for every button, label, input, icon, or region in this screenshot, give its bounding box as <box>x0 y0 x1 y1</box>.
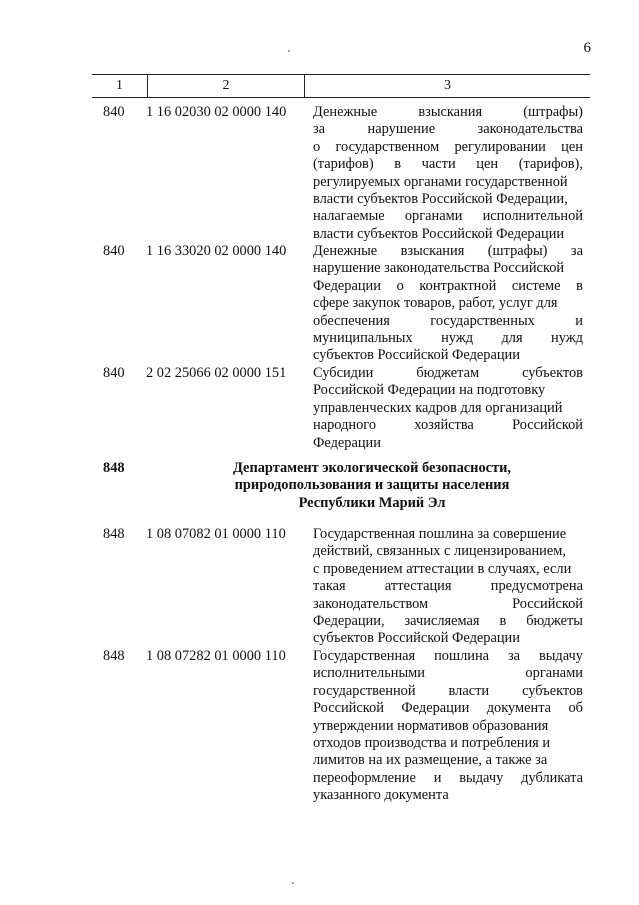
description-word: взыскания <box>400 243 465 259</box>
description-word: отходов производства и потребления и <box>313 734 551 751</box>
scan-speck <box>288 50 290 52</box>
description-line <box>313 121 583 138</box>
description-word: сфере закупок товаров, работ, услуг для <box>313 295 558 312</box>
description-line <box>313 752 583 769</box>
description-word: указанного документа <box>313 787 449 804</box>
description-line <box>313 630 583 647</box>
row-description <box>313 648 583 805</box>
description-word: нужд <box>441 329 474 346</box>
description-line <box>313 683 583 700</box>
description-word: за <box>313 121 326 138</box>
description-line <box>313 596 583 613</box>
description-word: об <box>568 700 583 717</box>
column-header-row <box>92 74 590 98</box>
department-heading <box>192 460 552 512</box>
description-word: Государственная <box>313 648 416 664</box>
kbk-code: 1 16 33020 02 0000 140 <box>146 243 287 259</box>
description-word: выдачу <box>538 648 583 664</box>
admin-code: 848 <box>103 526 125 542</box>
description-line <box>313 526 583 543</box>
description-word: власти <box>448 682 490 699</box>
description-line <box>313 435 583 452</box>
admin-code: 840 <box>103 104 125 120</box>
description-word: в <box>394 156 402 173</box>
description-line <box>313 648 583 665</box>
description-word: контрактной <box>419 277 497 294</box>
admin-code: 840 <box>103 243 125 259</box>
description-word: (штрафы) <box>523 104 583 120</box>
description-word: в <box>576 277 583 294</box>
description-line <box>313 347 583 364</box>
admin-code: 848 <box>103 648 125 664</box>
description-line <box>313 787 583 804</box>
description-word: с проведением аттестации в случаях, если <box>313 560 572 577</box>
description-line <box>313 139 583 156</box>
row-description <box>313 526 583 648</box>
heading-line: Департамент экологической безопасности, <box>232 460 512 476</box>
description-word: законодательством <box>313 595 429 612</box>
description-word: Российской Федерации на подготовку <box>313 382 546 399</box>
description-line <box>313 365 583 382</box>
description-word: регулировании <box>454 138 546 155</box>
kbk-code: 2 02 25066 02 0000 151 <box>146 365 287 381</box>
description-word: (тарифов) <box>313 156 374 173</box>
description-line <box>313 578 583 595</box>
description-word: государственных <box>430 312 535 329</box>
description-line <box>313 330 583 347</box>
description-word: документа <box>486 700 552 717</box>
description-line <box>313 208 583 225</box>
page-number: 6 <box>583 40 591 56</box>
description-word: субъектов Российской Федерации <box>313 347 520 364</box>
description-word: Российской <box>512 595 583 612</box>
column-header-1: 1 <box>92 75 148 97</box>
description-line <box>313 313 583 330</box>
description-line <box>313 382 583 399</box>
description-line <box>313 700 583 717</box>
description-line <box>313 735 583 752</box>
description-line <box>313 417 583 434</box>
description-word: Российской <box>313 700 384 717</box>
description-word: налагаемые <box>313 208 385 225</box>
column-header-3: 3 <box>444 78 451 93</box>
description-word: бюджетам <box>416 365 480 381</box>
description-word: переоформление <box>313 769 416 786</box>
row-description <box>313 243 583 365</box>
description-word: действий, связанных с лицензированием, <box>313 543 566 560</box>
description-word: органами <box>404 208 463 225</box>
description-word: Федерации <box>313 434 381 451</box>
description-word: цен <box>476 156 499 173</box>
description-line <box>313 278 583 295</box>
description-word: Денежные <box>313 104 378 120</box>
description-line <box>313 718 583 735</box>
description-word: управленческих кадров для организаций <box>313 399 563 416</box>
row-description <box>313 365 583 452</box>
description-word: и <box>575 312 583 329</box>
description-line <box>313 243 583 260</box>
description-word: Денежные <box>313 243 378 259</box>
description-word: пошлина <box>434 648 490 664</box>
description-word: утверждении нормативов образования <box>313 717 549 734</box>
description-line <box>313 260 583 277</box>
description-line <box>313 174 583 191</box>
department-code: 848 <box>103 460 125 476</box>
description-word: органами <box>525 665 583 682</box>
column-header-2: 2 <box>148 75 305 97</box>
description-word: обеспечения <box>313 312 390 329</box>
description-word: части <box>421 156 456 173</box>
description-word: Федерации <box>401 700 470 717</box>
description-line <box>313 400 583 417</box>
description-word: регулируемых органами государственной <box>313 173 568 190</box>
kbk-code: 1 08 07282 01 0000 110 <box>146 648 286 664</box>
description-word: Федерации, <box>313 612 385 629</box>
description-line <box>313 104 583 121</box>
description-word: государственной <box>313 682 416 699</box>
description-word: такая <box>313 578 346 595</box>
description-word: власти субъектов Российской Федерации <box>313 225 565 242</box>
description-word: взыскания <box>418 104 483 120</box>
description-word: предусмотрена <box>490 578 583 595</box>
description-line <box>313 613 583 630</box>
description-line <box>313 191 583 208</box>
description-word: за <box>507 648 521 664</box>
description-word: хозяйства <box>414 417 474 434</box>
kbk-code: 1 16 02030 02 0000 140 <box>146 104 287 120</box>
description-word: субъектов <box>522 365 583 381</box>
description-word: цен <box>561 138 583 155</box>
description-word: за <box>570 243 583 259</box>
description-word: о <box>396 277 404 294</box>
description-word: законодательства <box>477 121 583 138</box>
description-line <box>313 295 583 312</box>
description-word: лимитов на их размещение, а также за <box>313 752 548 769</box>
description-word: бюджеты <box>526 612 583 629</box>
description-word: Российской <box>512 417 583 434</box>
scan-speck <box>292 882 294 884</box>
description-word: нужд <box>551 329 583 346</box>
description-word: нарушение <box>367 121 436 138</box>
description-word: дубликата <box>521 769 583 786</box>
description-word: народного <box>313 417 377 434</box>
description-word: зачисляемая <box>404 612 480 629</box>
description-word: исполнительной <box>482 208 583 225</box>
description-word: субъектов Российской Федерации <box>313 630 520 647</box>
description-line <box>313 156 583 173</box>
description-word: (тарифов), <box>518 156 583 173</box>
description-line <box>313 770 583 787</box>
description-word: и <box>433 769 442 786</box>
description-word: власти субъектов Российской Федерации, <box>313 190 568 207</box>
description-word: государственном <box>335 138 440 155</box>
description-word: (штрафы) <box>487 243 548 259</box>
description-word: о <box>313 138 321 155</box>
description-word: исполнительными <box>313 665 425 682</box>
description-line <box>313 543 583 560</box>
description-line <box>313 665 583 682</box>
admin-code: 840 <box>103 365 125 381</box>
description-word: в <box>499 612 507 629</box>
description-line <box>313 561 583 578</box>
description-word: субъектов <box>522 682 583 699</box>
kbk-code: 1 08 07082 01 0000 110 <box>146 526 286 542</box>
description-word: нарушение законодательства Российской <box>313 260 565 277</box>
heading-line: Республики Марий Эл <box>298 494 446 511</box>
heading-line: природопользования и защиты населения <box>234 477 510 494</box>
description-word: муниципальных <box>313 329 413 346</box>
description-word: Субсидии <box>313 365 374 381</box>
description-word: выдачу <box>459 769 504 786</box>
description-line <box>313 226 583 243</box>
description-word: для <box>501 329 523 346</box>
description-word: аттестация <box>384 578 452 595</box>
description-word: Федерации <box>313 277 381 294</box>
description-word: системе <box>511 277 561 294</box>
description-word: Государственная пошлина за совершение <box>313 526 567 542</box>
row-description <box>313 104 583 243</box>
